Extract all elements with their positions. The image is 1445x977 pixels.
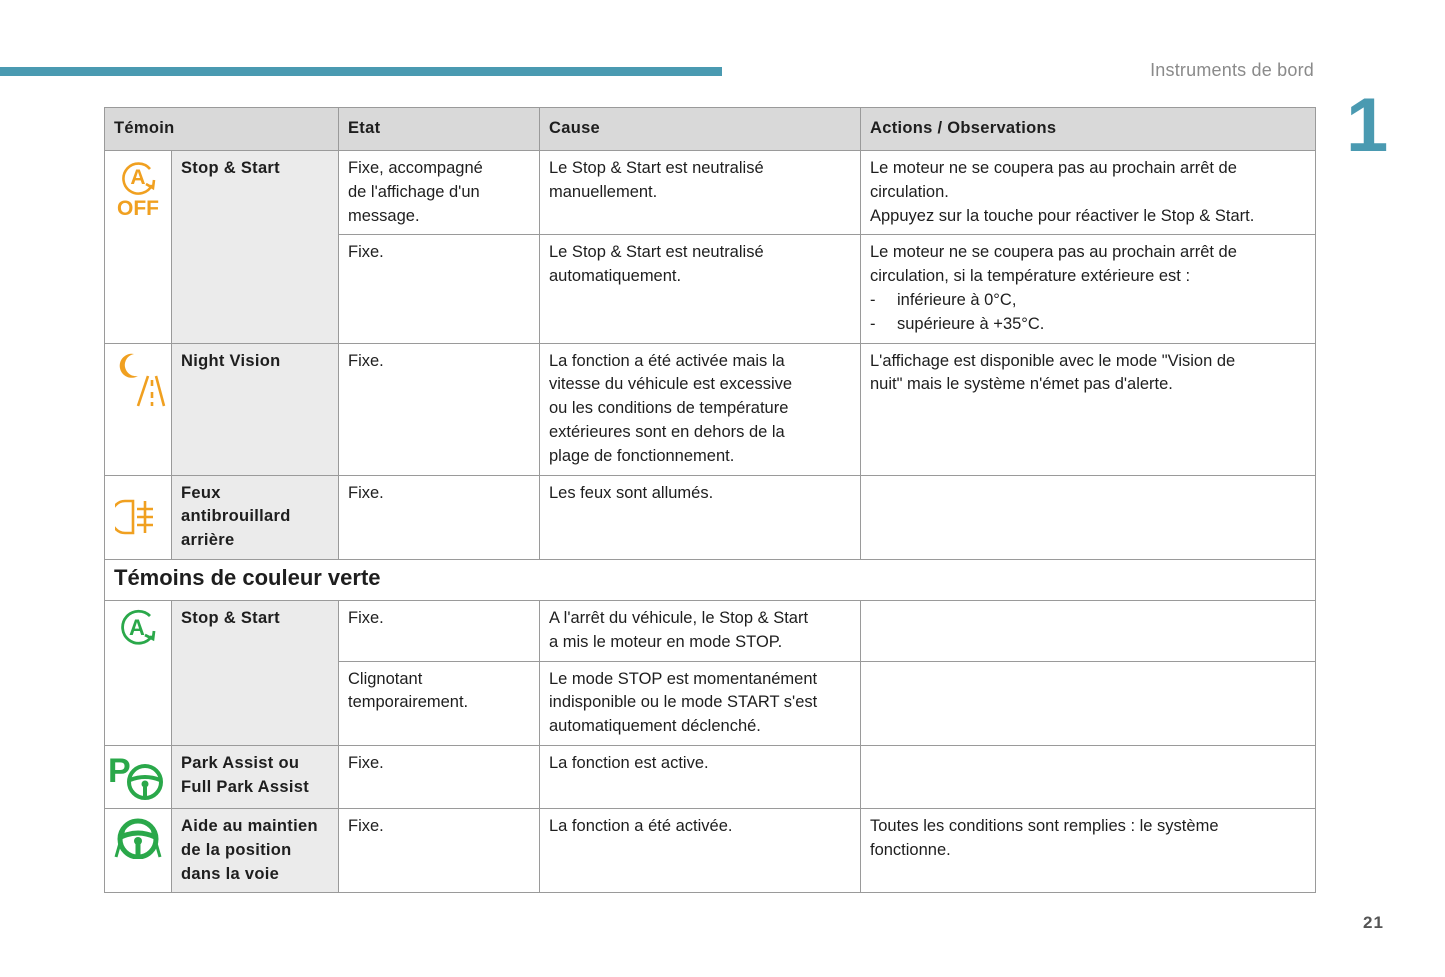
cause-cell: Le Stop & Start est neutralisé automatiquement.	[540, 235, 861, 343]
cause-cell: A l'arrêt du véhicule, le Stop & Start a mis le moteur en mode STOP.	[540, 600, 861, 661]
etat-cell: Fixe.	[339, 745, 540, 808]
table-row	[105, 745, 1316, 808]
list-item: - inférieure à 0°C,	[870, 290, 1017, 309]
actions-cell: L'affichage est disponible avec le mode "Vision de nuit" mais le système n'émet pas d'alerte.	[861, 343, 1316, 475]
cause-cell: La fonction est active.	[540, 745, 861, 808]
park-assist-icon	[107, 752, 167, 802]
etat-cell: Fixe.	[339, 343, 540, 475]
green-section-title: Témoins de couleur verte	[105, 559, 1316, 600]
etat-cell: Fixe.	[339, 808, 540, 892]
page-number: 21	[1363, 913, 1384, 932]
top-accent-bar	[0, 67, 722, 76]
icon-cell	[105, 475, 172, 559]
witness-name: Stop & Start	[172, 151, 339, 344]
witness-name: Park Assist ou Full Park Assist	[172, 745, 339, 808]
table-row	[105, 600, 1316, 661]
svg-text:P: P	[108, 751, 131, 790]
table-row	[105, 475, 1316, 559]
list-item: - supérieure à +35°C.	[870, 314, 1045, 333]
actions-cell	[861, 745, 1316, 808]
lane-keeping-icon	[114, 815, 162, 859]
etat-cell: Clignotant temporairement.	[339, 661, 540, 745]
column-header-cause: Cause	[540, 108, 861, 151]
stop-start-off-icon	[115, 157, 161, 219]
actions-cell	[861, 475, 1316, 559]
cause-cell: La fonction a été activée.	[540, 808, 861, 892]
cause-cell: Le Stop & Start est neutralisé manuellement.	[540, 151, 861, 235]
actions-cell: Le moteur ne se coupera pas au prochain arrêt de circulation. Appuyez sur la touche pour réactiver le Stop & Start.	[861, 151, 1316, 235]
section-row	[105, 559, 1316, 600]
icon-cell	[105, 343, 172, 475]
chapter-number: 1	[1346, 83, 1389, 168]
column-header-temoin: Témoin	[105, 108, 339, 151]
icon-cell	[105, 808, 172, 892]
icon-cell	[105, 745, 172, 808]
witness-name: Feux antibrouillard arrière	[172, 475, 339, 559]
table-row	[105, 151, 1316, 235]
actions-cell	[861, 661, 1316, 745]
column-header-actions: Actions / Observations	[861, 108, 1316, 151]
svg-text:A: A	[130, 166, 146, 189]
witness-name: Aide au maintien de la position dans la voie	[172, 808, 339, 892]
warning-lights-table	[104, 107, 1316, 893]
night-vision-icon	[114, 350, 166, 408]
table-row	[105, 808, 1316, 892]
witness-name: Stop & Start	[172, 600, 339, 745]
actions-cell: Le moteur ne se coupera pas au prochain arrêt de circulation, si la température extérieure est : - inférieure à 0°C, - supérieure à +35°C.	[861, 235, 1316, 343]
column-header-etat: Etat	[339, 108, 540, 151]
witness-name: Night Vision	[172, 343, 339, 475]
svg-text:A: A	[129, 614, 145, 640]
table-row	[105, 343, 1316, 475]
cause-cell: Le mode STOP est momentanément indisponible ou le mode START s'est automatiquement déclenché.	[540, 661, 861, 745]
section-title: Instruments de bord	[1150, 60, 1314, 80]
table-header-row	[105, 108, 1316, 151]
etat-cell: Fixe.	[339, 235, 540, 343]
rear-fog-light-icon	[115, 497, 161, 537]
stop-start-active-icon	[116, 607, 160, 647]
icon-cell	[105, 151, 172, 344]
actions-cell	[861, 600, 1316, 661]
icon-cell	[105, 600, 172, 745]
svg-text:OFF: OFF	[117, 197, 159, 219]
cause-cell: La fonction a été activée mais la vitesse du véhicule est excessive ou les conditions de température extérieures sont en dehors de la plage de fonctionnement.	[540, 343, 861, 475]
etat-cell: Fixe.	[339, 600, 540, 661]
etat-cell: Fixe, accompagné de l'affichage d'un message.	[339, 151, 540, 235]
etat-cell: Fixe.	[339, 475, 540, 559]
cause-cell: Les feux sont allumés.	[540, 475, 861, 559]
actions-cell: Toutes les conditions sont remplies : le système fonctionne.	[861, 808, 1316, 892]
